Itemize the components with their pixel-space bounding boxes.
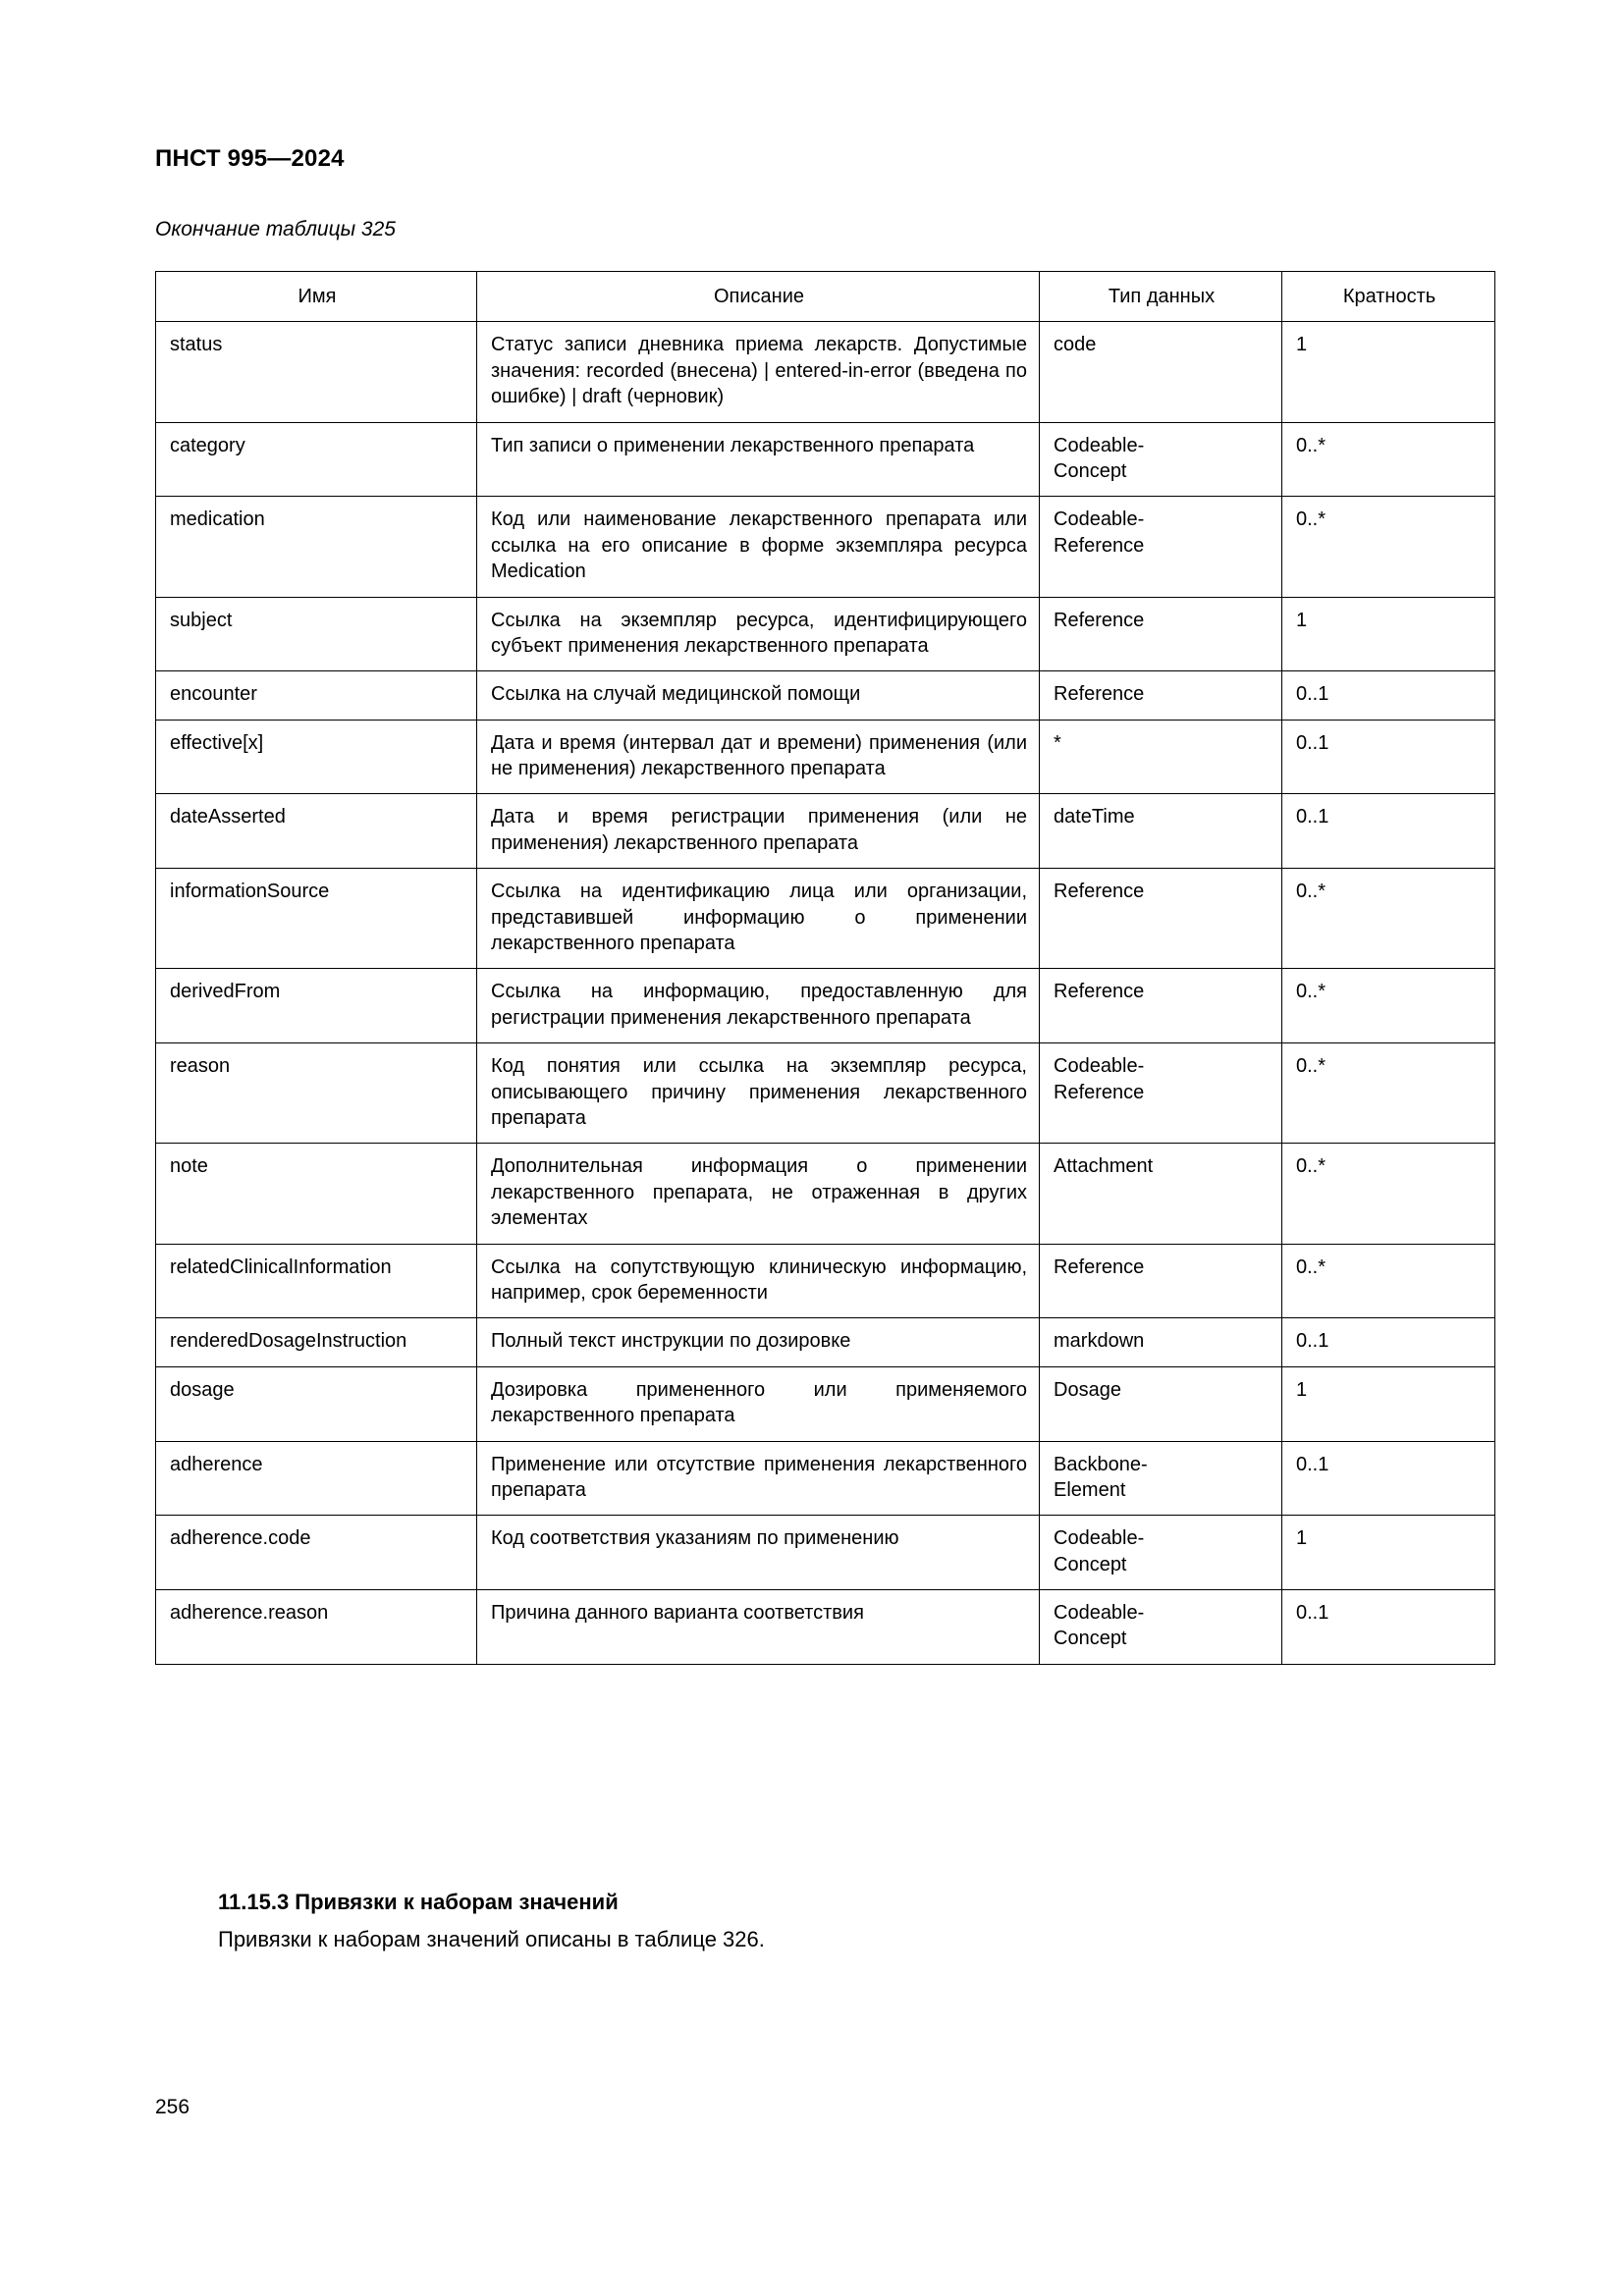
cell-cardinality: 0..* (1282, 969, 1495, 1043)
cell-description: Ссылка на случай медицинской помощи (477, 671, 1040, 720)
cell-cardinality: 0..1 (1282, 794, 1495, 869)
cell-description: Статус записи дневника приема лекарств. Допустимые значения: recorded (внесена) | entered-in-error (введена по ошибке) | draft (черновик) (477, 322, 1040, 422)
cell-description: Дополнительная информация о применении лекарственного препарата, не отраженная в других элементах (477, 1144, 1040, 1244)
section-heading: 11.15.3 Привязки к наборам значений (218, 1890, 619, 1914)
cell-description: Дата и время регистрации применения (или не применения) лекарственного препарата (477, 794, 1040, 869)
table-header (156, 272, 1495, 322)
cell-datatype: Codeable- Concept (1040, 1516, 1282, 1590)
cell-element-name: status (156, 322, 477, 422)
table-row (156, 1043, 1495, 1144)
cell-element-name: effective[x] (156, 720, 477, 794)
cell-element-name: adherence.code (156, 1516, 477, 1590)
table-row (156, 597, 1495, 671)
cell-datatype: Reference (1040, 869, 1282, 969)
cell-description: Код понятия или ссылка на экземпляр ресурса, описывающего причину применения лекарственного препарата (477, 1043, 1040, 1144)
cell-datatype: code (1040, 322, 1282, 422)
cell-datatype: Codeable- Concept (1040, 422, 1282, 497)
table-row (156, 1441, 1495, 1516)
cell-datatype: Reference (1040, 969, 1282, 1043)
table-row (156, 1244, 1495, 1318)
cell-element-name: reason (156, 1043, 477, 1144)
cell-cardinality: 1 (1282, 1516, 1495, 1590)
cell-cardinality: 1 (1282, 322, 1495, 422)
table-row (156, 1590, 1495, 1665)
cell-datatype: Codeable- Reference (1040, 1043, 1282, 1144)
cell-description: Тип записи о применении лекарственного препарата (477, 422, 1040, 497)
cell-cardinality: 0..* (1282, 497, 1495, 597)
cell-cardinality: 0..* (1282, 1144, 1495, 1244)
cell-datatype: * (1040, 720, 1282, 794)
column-header-name: Имя (156, 272, 477, 322)
column-header-datatype: Тип данных (1040, 272, 1282, 322)
resource-elements-table (155, 271, 1495, 1665)
cell-datatype: Reference (1040, 671, 1282, 720)
column-header-cardinality: Кратность (1282, 272, 1495, 322)
cell-description: Код или наименование лекарственного препарата или ссылка на его описание в форме экземпляра ресурса Medication (477, 497, 1040, 597)
cell-cardinality: 0..* (1282, 869, 1495, 969)
cell-cardinality: 0..* (1282, 1244, 1495, 1318)
table-row (156, 794, 1495, 869)
page-header-standard-number: ПНСТ 995—2024 (155, 145, 345, 172)
cell-cardinality: 1 (1282, 1366, 1495, 1441)
cell-cardinality: 0..* (1282, 422, 1495, 497)
cell-element-name: category (156, 422, 477, 497)
column-header-description: Описание (477, 272, 1040, 322)
table-row (156, 969, 1495, 1043)
cell-description: Ссылка на сопутствующую клиническую информацию, например, срок беременности (477, 1244, 1040, 1318)
table-row (156, 1516, 1495, 1590)
cell-datatype: Backbone- Element (1040, 1441, 1282, 1516)
cell-cardinality: 0..1 (1282, 1590, 1495, 1665)
cell-description: Ссылка на информацию, предоставленную для регистрации применения лекарственного препарата (477, 969, 1040, 1043)
cell-cardinality: 0..1 (1282, 671, 1495, 720)
cell-element-name: adherence.reason (156, 1590, 477, 1665)
cell-description: Код соответствия указаниям по применению (477, 1516, 1040, 1590)
table-body (156, 322, 1495, 1664)
table-caption: Окончание таблицы 325 (155, 218, 396, 240)
cell-datatype: Codeable- Concept (1040, 1590, 1282, 1665)
cell-element-name: relatedClinicalInformation (156, 1244, 477, 1318)
cell-element-name: note (156, 1144, 477, 1244)
cell-element-name: subject (156, 597, 477, 671)
cell-cardinality: 0..1 (1282, 1441, 1495, 1516)
table-row (156, 1318, 1495, 1366)
cell-description: Дозировка примененного или применяемого лекарственного препарата (477, 1366, 1040, 1441)
cell-element-name: dateAsserted (156, 794, 477, 869)
table-header-row (156, 272, 1495, 322)
table-row (156, 422, 1495, 497)
table-row (156, 671, 1495, 720)
table-row (156, 322, 1495, 422)
table-row (156, 497, 1495, 597)
table-row (156, 869, 1495, 969)
cell-description: Причина данного варианта соответствия (477, 1590, 1040, 1665)
table-row (156, 1366, 1495, 1441)
cell-datatype: Dosage (1040, 1366, 1282, 1441)
cell-description: Ссылка на экземпляр ресурса, идентифицирующего субъект применения лекарственного препарата (477, 597, 1040, 671)
cell-element-name: encounter (156, 671, 477, 720)
cell-cardinality: 1 (1282, 597, 1495, 671)
cell-description: Дата и время (интервал дат и времени) применения (или не применения) лекарственного препарата (477, 720, 1040, 794)
cell-datatype: dateTime (1040, 794, 1282, 869)
table-row (156, 720, 1495, 794)
cell-datatype: Reference (1040, 597, 1282, 671)
page-number: 256 (155, 2096, 190, 2118)
cell-element-name: derivedFrom (156, 969, 477, 1043)
cell-cardinality: 0..1 (1282, 720, 1495, 794)
table-row (156, 1144, 1495, 1244)
cell-description: Ссылка на идентификацию лица или организации, представившей информацию о применении лекарственного препарата (477, 869, 1040, 969)
cell-datatype: Codeable- Reference (1040, 497, 1282, 597)
cell-element-name: renderedDosageInstruction (156, 1318, 477, 1366)
cell-element-name: informationSource (156, 869, 477, 969)
cell-cardinality: 0..1 (1282, 1318, 1495, 1366)
cell-datatype: markdown (1040, 1318, 1282, 1366)
cell-description: Применение или отсутствие применения лекарственного препарата (477, 1441, 1040, 1516)
cell-element-name: dosage (156, 1366, 477, 1441)
cell-cardinality: 0..* (1282, 1043, 1495, 1144)
cell-datatype: Attachment (1040, 1144, 1282, 1244)
cell-element-name: adherence (156, 1441, 477, 1516)
cell-datatype: Reference (1040, 1244, 1282, 1318)
cell-element-name: medication (156, 497, 477, 597)
cell-description: Полный текст инструкции по дозировке (477, 1318, 1040, 1366)
section-paragraph: Привязки к наборам значений описаны в таблице 326. (218, 1927, 765, 1951)
